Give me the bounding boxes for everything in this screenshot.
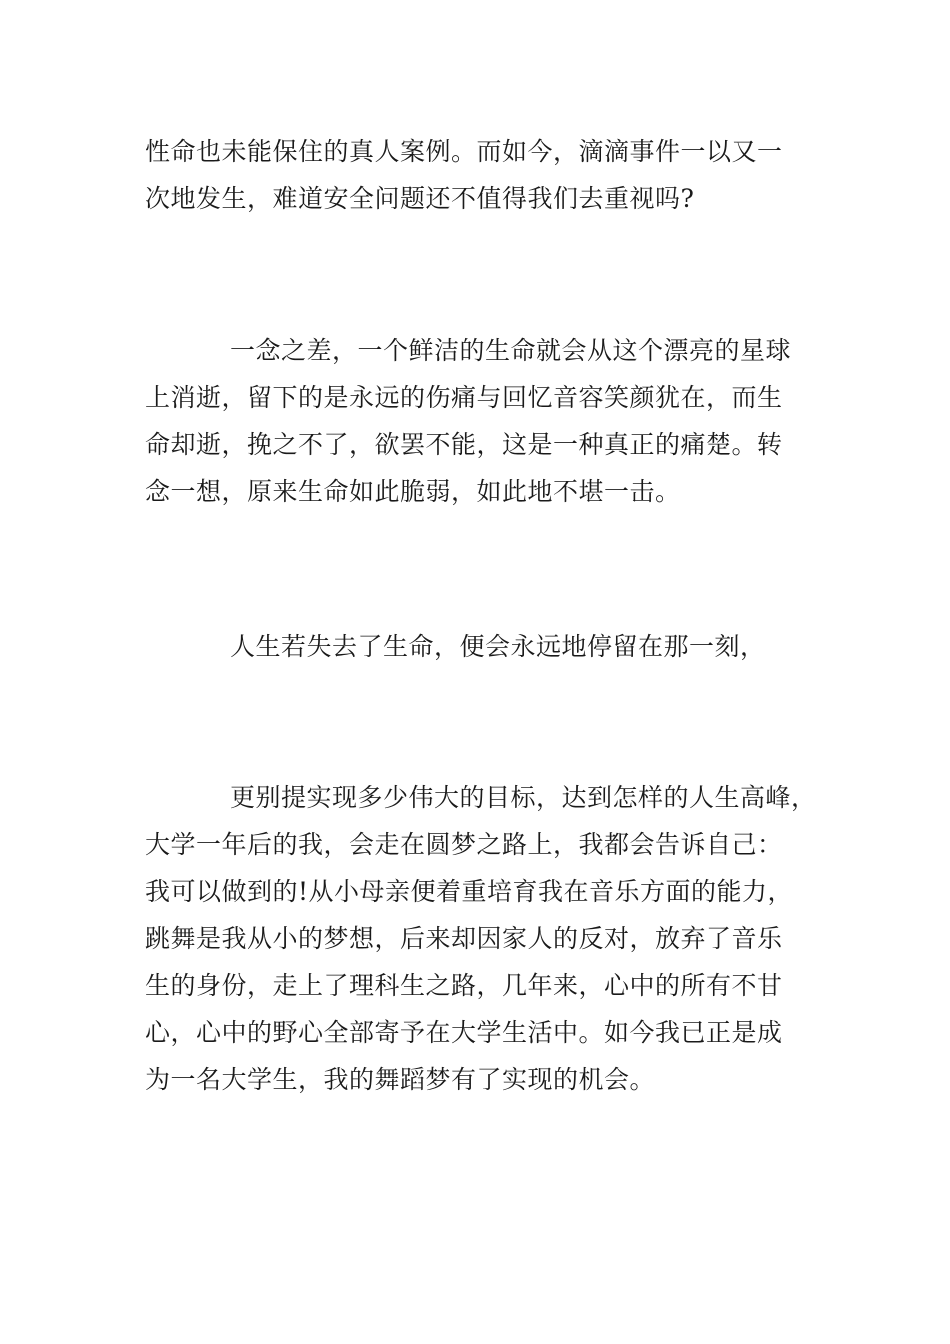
paragraph-line: 性命也未能保住的真人案例。而如今，滴滴事件一以又一	[145, 137, 783, 166]
paragraph-1	[145, 128, 815, 222]
paragraph-line: 一念之差，一个鲜洁的生命就会从这个漂亮的星球	[230, 336, 792, 365]
paragraph-line: 人生若失去了生命，便会永远地停留在那一刻，	[230, 632, 766, 661]
paragraph-line: 生的身份，走上了理科生之路，几年来，心中的所有不甘	[145, 971, 783, 1000]
paragraph-line: 心，心中的野心全部寄予在大学生活中。如今我已正是成	[145, 1018, 783, 1047]
paragraph-3	[145, 623, 815, 670]
paragraph-line: 我可以做到的!从小母亲便着重培育我在音乐方面的能力，	[145, 877, 794, 906]
paragraph-line: 更别提实现多少伟大的目标，达到怎样的人生高峰，	[230, 783, 817, 812]
paragraph-line: 命却逝，挽之不了，欲罢不能，这是一种真正的痛楚。转	[145, 430, 783, 459]
paragraph-line: 大学一年后的我，会走在圆梦之路上，我都会告诉自己：	[145, 830, 783, 859]
paragraph-4	[145, 774, 815, 1103]
paragraph-line: 次地发生，难道安全问题还不值得我们去重视吗?	[145, 184, 695, 213]
paragraph-line: 上消逝，留下的是永远的伤痛与回忆音容笑颜犹在，而生	[145, 383, 783, 412]
paragraph-line: 为一名大学生，我的舞蹈梦有了实现的机会。	[145, 1065, 656, 1094]
paragraph-line: 念一想，原来生命如此脆弱，如此地不堪一击。	[145, 477, 681, 506]
paragraph-2	[145, 327, 815, 515]
paragraph-line: 跳舞是我从小的梦想，后来却因家人的反对，放弃了音乐	[145, 924, 783, 953]
